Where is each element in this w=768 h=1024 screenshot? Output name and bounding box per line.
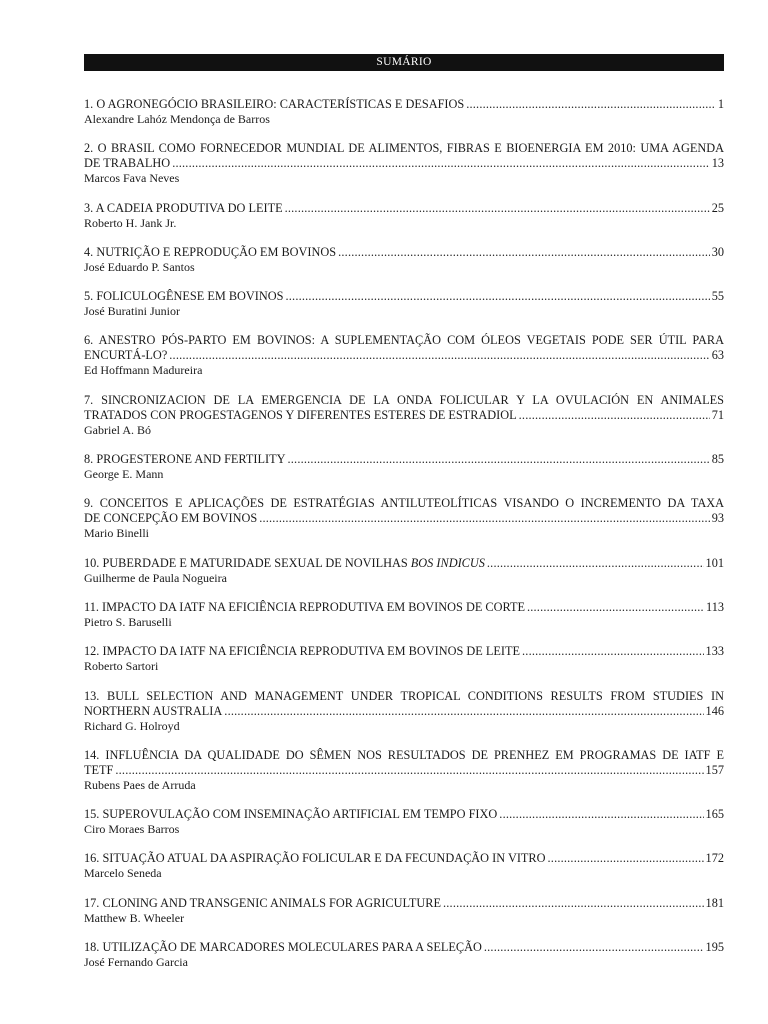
toc-entry-title: O AGRONEGÓCIO BRASILEIRO: CARACTERÍSTICAS E DESAFIOS: [96, 97, 465, 111]
toc-entry-title-part: SINCRONIZACION DE LA EMERGENCIA DE LA ONDA FOLICULAR Y LA OVULACIÓN EN ANIMALES: [101, 392, 725, 407]
toc-entry-title-wrap: [84, 896, 441, 911]
toc-entry: [84, 940, 724, 970]
document-page: [84, 54, 724, 984]
toc-entry-number: 12.: [84, 644, 100, 659]
dot-leader: [522, 644, 704, 659]
toc-entry-author: Mario Binelli: [84, 526, 149, 541]
toc-entry-author: George E. Mann: [84, 467, 164, 482]
toc-entry-number: 3.: [84, 200, 94, 215]
toc-entry-page-number: 133: [705, 644, 724, 659]
dot-leader: [169, 348, 709, 363]
toc-entry-page-number: 30: [711, 244, 724, 259]
toc-entry-number: 7.: [84, 392, 94, 407]
toc-entry-page-number: 172: [705, 851, 724, 866]
toc-entry-author: Rubens Paes de Arruda: [84, 777, 196, 792]
toc-entry-title-italic: BOS INDICUS: [410, 555, 485, 570]
toc-entry-title-wrap: [84, 940, 482, 955]
toc-entry-page-number: 63: [711, 348, 724, 363]
toc-entry-page-number: 101: [705, 555, 724, 570]
toc-entry-title-line: [84, 201, 724, 216]
toc-entry-author: Roberto H. Jank Jr.: [84, 215, 177, 230]
toc-entry-page-number: 13: [711, 156, 724, 171]
toc-entry-author: José Eduardo P. Santos: [84, 259, 195, 274]
toc-entry-title-part: DE TRABALHO: [84, 156, 171, 171]
toc-entry-title: SITUAÇÃO ATUAL DA ASPIRAÇÃO FOLICULAR E DA FECUNDAÇÃO IN VITRO: [102, 851, 546, 866]
toc-entry-title: PUBERDADE E MATURIDADE SEXUAL DE NOVILHAS: [102, 555, 408, 570]
toc-entry: [84, 896, 724, 926]
toc-entry-title-part: INFLUÊNCIA DA QUALIDADE DO SÊMEN NOS RESULTADOS DE PRENHEZ EM PROGRAMAS DE IATF E: [105, 747, 725, 762]
toc-entry: [84, 333, 724, 378]
toc-entry-author: Richard G. Holroyd: [84, 718, 180, 733]
toc-entry-author: Marcos Fava Neves: [84, 171, 180, 186]
toc-entry-title-line-1: [84, 496, 724, 511]
toc-entry-title: PROGESTERONE AND FERTILITY: [96, 452, 286, 467]
dot-leader: [172, 156, 710, 171]
toc-entry-number: 1.: [84, 97, 94, 111]
toc-entry-title-wrap: [84, 289, 284, 304]
toc-entry-title-wrap: [84, 97, 464, 112]
toc-entry-title-part: DE CONCEPÇÃO EM BOVINOS: [84, 511, 258, 526]
toc-entry-title-part: ANESTRO PÓS-PARTO EM BOVINOS: A SUPLEMENTAÇÃO COM ÓLEOS VEGETAIS PODE SER ÚTIL PARA: [98, 333, 724, 348]
toc-entry-title-wrap: [84, 556, 485, 571]
toc-entry: [84, 97, 724, 127]
toc-entry-page-number: 1: [717, 97, 724, 111]
toc-entry-author: José Fernando Garcia: [84, 955, 188, 970]
toc-entry-title-line: [84, 807, 724, 822]
toc-entry-title-line-1: [84, 141, 724, 156]
toc-entry-title-line: [84, 97, 724, 112]
toc-entry-page-number: 71: [711, 407, 724, 422]
dot-leader: [285, 201, 710, 216]
toc-entry-page-number: 85: [711, 452, 724, 467]
toc-entry-number: 5.: [84, 289, 94, 304]
toc-entry-page-number: 157: [705, 762, 724, 777]
toc-entry-author: Matthew B. Wheeler: [84, 910, 185, 925]
dot-leader: [115, 763, 703, 778]
toc-entry-number: 11.: [84, 599, 99, 614]
toc-entry: [84, 748, 724, 793]
toc-entry-title-line: [84, 644, 724, 659]
toc-entry: [84, 245, 724, 275]
toc-entry-title-line: [84, 245, 724, 260]
toc-entry-title: IMPACTO DA IATF NA EFICIÊNCIA REPRODUTIVA EM BOVINOS DE LEITE: [102, 644, 521, 659]
dot-leader: [288, 452, 710, 467]
toc-entry-author: Ed Hoffmann Madureira: [84, 363, 203, 378]
toc-entry-title-line: [84, 851, 724, 866]
toc-entry-title-line: [84, 452, 724, 467]
toc-entry-title-wrap: [84, 452, 286, 467]
toc-entry-title-line: [84, 896, 724, 911]
toc-entry: [84, 689, 724, 734]
toc-entry-title-line: [84, 600, 724, 615]
dot-leader: [338, 245, 710, 260]
toc-entry: [84, 289, 724, 319]
toc-entry-author: José Buratini Junior: [84, 304, 180, 319]
toc-entry: [84, 201, 724, 231]
dot-leader: [487, 556, 704, 571]
toc-entry-author: Ciro Moraes Barros: [84, 822, 180, 837]
dot-leader: [484, 940, 704, 955]
toc-entry: [84, 141, 724, 186]
toc-entry-title-line: [84, 940, 724, 955]
toc-entry-title-part: BULL SELECTION AND MANAGEMENT UNDER TROPICAL CONDITIONS RESULTS FROM STUDIES IN: [107, 688, 724, 703]
toc-entry-number: 4.: [84, 244, 94, 259]
toc-entry-author: Gabriel A. Bó: [84, 422, 151, 437]
table-of-contents: [84, 97, 724, 970]
toc-entry-title-line-2: [84, 511, 724, 526]
toc-entry-title-wrap: [84, 245, 336, 260]
toc-entry-title-line-2: [84, 704, 724, 719]
toc-entry-number: 16.: [84, 851, 100, 866]
toc-entry-number: 15.: [84, 807, 100, 822]
toc-entry-page-number: 93: [711, 511, 724, 526]
toc-entry-number: 14.: [84, 747, 100, 762]
toc-entry-number: 6.: [84, 333, 94, 348]
toc-entry-number: 2.: [84, 141, 94, 156]
section-title: SUMÁRIO: [376, 56, 432, 68]
toc-entry-title-line-1: [84, 393, 724, 408]
toc-entry-number: 9.: [84, 496, 94, 511]
toc-entry: [84, 556, 724, 586]
toc-entry-title-line-2: [84, 156, 724, 171]
toc-entry-page-number: 146: [705, 703, 724, 718]
toc-entry-page-number: 195: [705, 940, 724, 955]
dot-leader: [224, 704, 703, 719]
toc-entry-number: 10.: [84, 555, 100, 570]
toc-entry: [84, 496, 724, 541]
toc-entry-title-line-1: [84, 748, 724, 763]
toc-entry-title-line-1: [84, 333, 724, 348]
toc-entry-author: Guilherme de Paula Nogueira: [84, 570, 227, 585]
toc-entry-title-part: NORTHERN AUSTRALIA: [84, 703, 223, 718]
toc-entry-title: FOLICULOGÊNESE EM BOVINOS: [96, 289, 284, 304]
toc-entry-page-number: 165: [705, 807, 724, 822]
dot-leader: [499, 807, 703, 822]
toc-entry-title-wrap: [84, 600, 525, 615]
toc-entry-author: Alexandre Lahóz Mendonça de Barros: [84, 112, 270, 126]
toc-entry-page-number: 113: [706, 599, 724, 614]
toc-entry-author: Roberto Sartori: [84, 659, 159, 674]
toc-entry-title-wrap: [84, 201, 283, 216]
toc-entry-title-part: TRATADOS CON PROGESTAGENOS Y DIFERENTES ESTERES DE ESTRADIOL: [84, 407, 517, 422]
toc-entry-title: A CADEIA PRODUTIVA DO LEITE: [95, 200, 283, 215]
toc-entry-title-wrap: [84, 851, 546, 866]
toc-entry-title-wrap: [84, 807, 497, 822]
toc-entry: [84, 644, 724, 674]
toc-entry-title: UTILIZAÇÃO DE MARCADORES MOLECULARES PARA A SELEÇÃO: [102, 940, 482, 955]
toc-entry: [84, 807, 724, 837]
toc-entry-number: 8.: [84, 452, 94, 467]
toc-entry-title-line-1: [84, 689, 724, 704]
dot-leader: [466, 97, 716, 112]
dot-leader: [527, 600, 704, 615]
toc-entry-page-number: 25: [711, 200, 724, 215]
toc-entry-number: 13.: [84, 688, 100, 703]
dot-leader: [259, 511, 710, 526]
toc-entry: [84, 393, 724, 438]
toc-entry-title: NUTRIÇÃO E REPRODUÇÃO EM BOVINOS: [96, 244, 337, 259]
toc-entry: [84, 600, 724, 630]
dot-leader: [548, 851, 704, 866]
toc-entry-title-part: CONCEITOS E APLICAÇÕES DE ESTRATÉGIAS ANTILUTEOLÍTICAS VISANDO O INCREMENTO DA TAXA: [99, 496, 724, 511]
toc-entry-title-line-2: [84, 408, 724, 423]
toc-entry: [84, 452, 724, 482]
toc-entry-author: Marcelo Seneda: [84, 866, 162, 881]
toc-entry-title-line: [84, 556, 724, 571]
dot-leader: [519, 408, 710, 423]
dot-leader: [443, 896, 704, 911]
toc-entry-title-line: [84, 289, 724, 304]
toc-entry-number: 17.: [84, 895, 100, 910]
toc-entry-title: SUPEROVULAÇÃO COM INSEMINAÇÃO ARTIFICIAL EM TEMPO FIXO: [102, 807, 498, 822]
toc-entry-title-wrap: [84, 644, 520, 659]
toc-entry-title-part: O BRASIL COMO FORNECEDOR MUNDIAL DE ALIMENTOS, FIBRAS E BIOENERGIA EM 2010: UMA AGENDA: [97, 141, 725, 156]
toc-entry-title: CLONING AND TRANSGENIC ANIMALS FOR AGRICULTURE: [102, 895, 441, 910]
toc-entry-title-part: TETF: [84, 762, 114, 777]
toc-entry-title-part: ENCURTÁ-LO?: [84, 348, 168, 363]
toc-entry: [84, 851, 724, 881]
toc-entry-author: Pietro S. Baruselli: [84, 614, 172, 629]
section-header-bar: [84, 54, 724, 71]
toc-entry-page-number: 55: [711, 289, 724, 304]
toc-entry-number: 18.: [84, 940, 100, 955]
toc-entry-page-number: 181: [705, 895, 724, 910]
toc-entry-title: IMPACTO DA IATF NA EFICIÊNCIA REPRODUTIVA EM BOVINOS DE CORTE: [102, 599, 525, 614]
dot-leader: [286, 289, 710, 304]
toc-entry-title-line-2: [84, 348, 724, 363]
toc-entry-title-line-2: [84, 763, 724, 778]
